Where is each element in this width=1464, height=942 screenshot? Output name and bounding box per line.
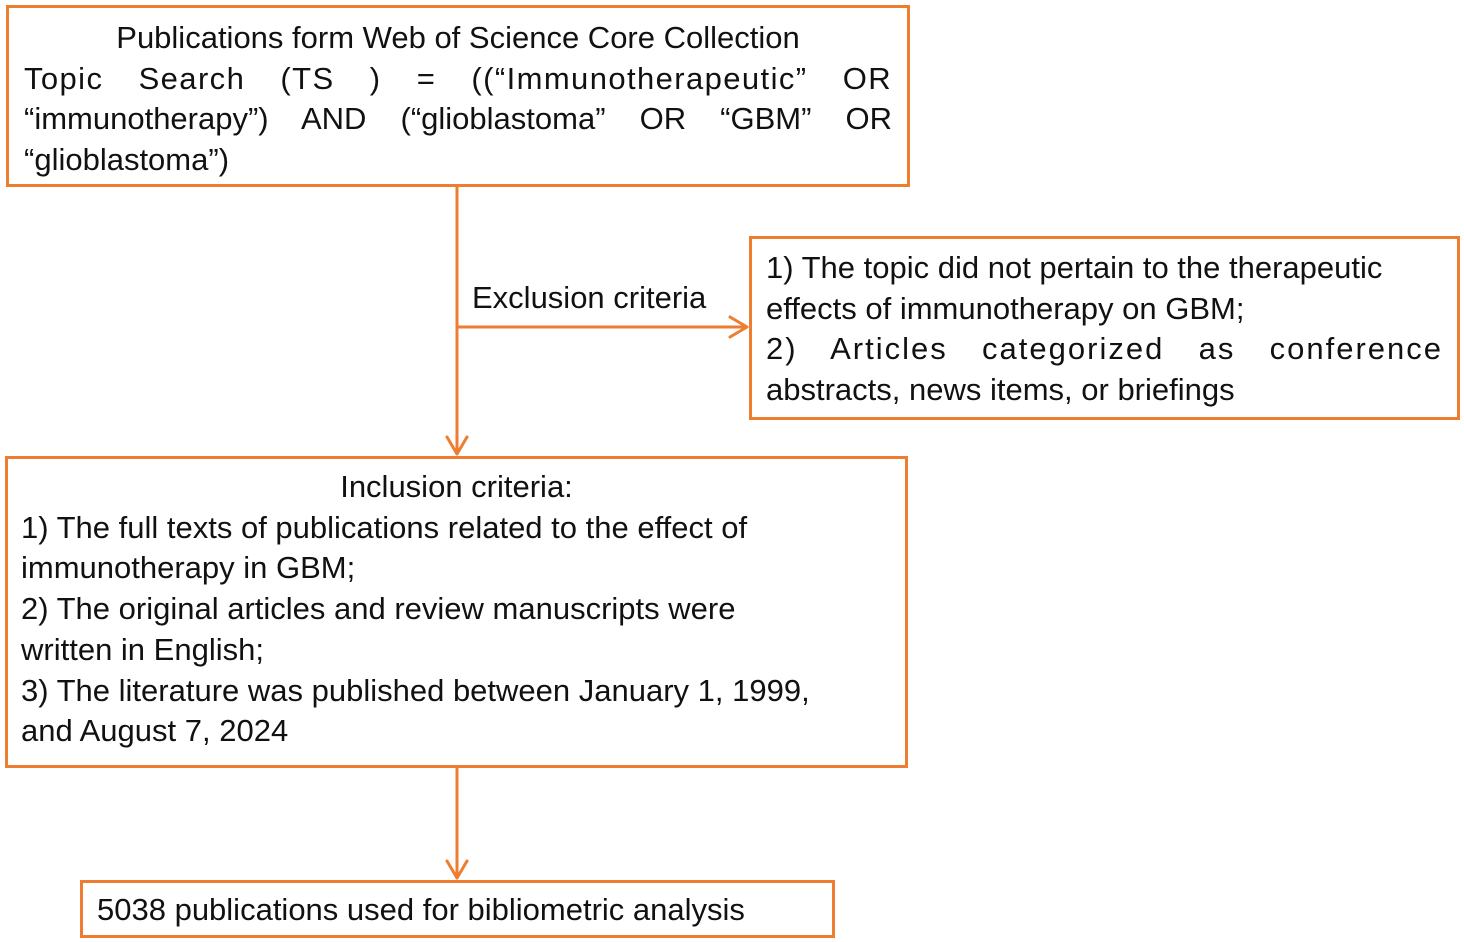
inclusion-line: 1) The full texts of publications related to the effect of: [21, 509, 748, 545]
exclusion-line: 2) Articles categorized as conference: [766, 331, 1443, 367]
inclusion-line: immunotherapy in GBM;: [21, 550, 356, 586]
inclusion-line: written in English;: [21, 631, 264, 667]
inclusion-line: 2) The original articles and review manuscripts were: [21, 591, 736, 627]
inclusion-line: and August 7, 2024: [21, 713, 289, 749]
exclusion-criteria-box: [749, 236, 1460, 420]
exclusion-criteria-label: Exclusion criteria: [472, 280, 707, 315]
search-box-line: Topic Search (TS ) = ((“Immunotherapeutic” OR: [24, 60, 892, 96]
inclusion-criteria-box: [5, 456, 908, 768]
search-strategy-box: [6, 5, 910, 187]
exclusion-line: effects of immunotherapy on GBM;: [766, 290, 1245, 326]
exclusion-line: abstracts, news items, or briefings: [766, 372, 1235, 408]
result-box: [80, 880, 835, 938]
search-box-line: “glioblastoma”): [24, 142, 230, 178]
exclusion-line: 1) The topic did not pertain to the therapeutic: [766, 250, 1383, 285]
search-box-line: “immunotherapy”) AND (“glioblastoma” OR “GBM” OR: [24, 101, 892, 137]
result-text: 5038 publications used for bibliometric analysis: [97, 892, 745, 927]
inclusion-line: 3) The literature was published between January 1, 1999,: [21, 672, 810, 708]
inclusion-criteria-title: Inclusion criteria:: [340, 469, 573, 504]
search-box-title: Publications form Web of Science Core Collection: [116, 20, 800, 55]
